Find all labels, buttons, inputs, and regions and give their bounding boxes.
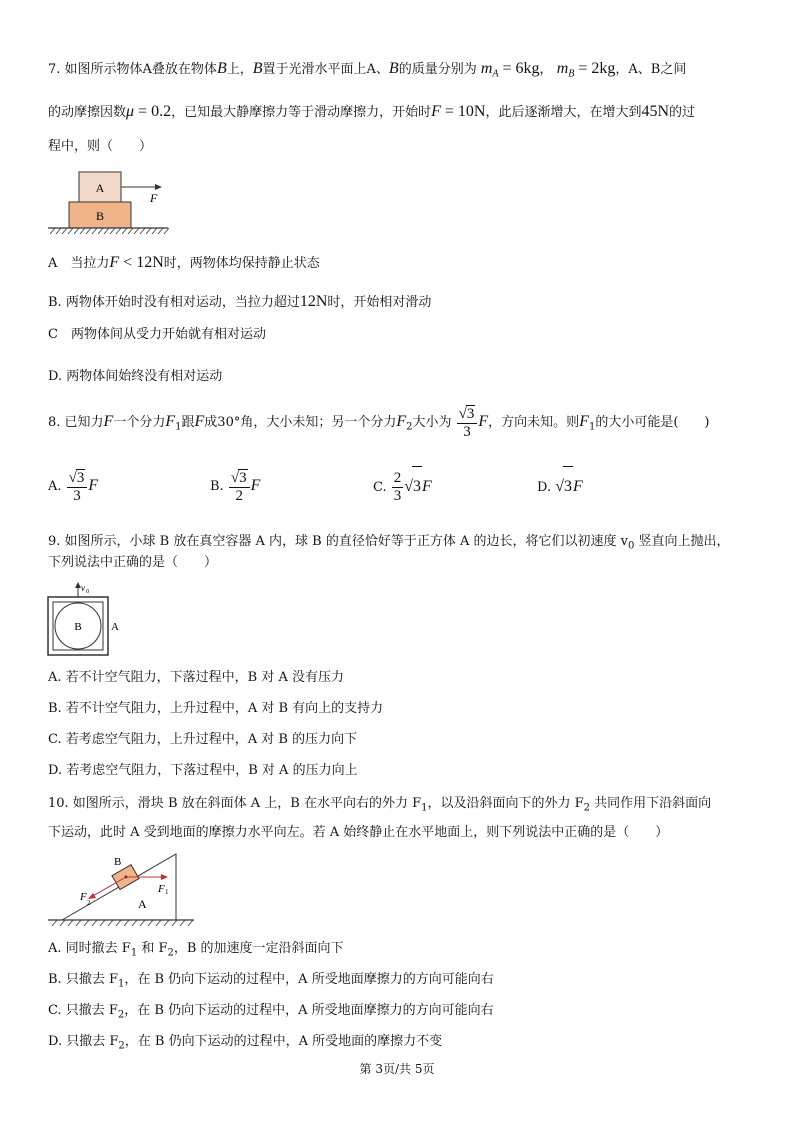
svg-text:A: A <box>138 897 147 911</box>
q8-stem: 8. 已知力F一个分力$F_1$跟F成30°角，大小未知；另一个分力$F_2$大小为 $\frac{√3}{3}$ F，方向未知。则$F_1$的大小可能是( ) <box>48 405 710 440</box>
page-footer: 第 3页/共 5页 <box>359 1062 435 1076</box>
svg-text:A: A <box>111 621 119 633</box>
q7-stem-line2: 的动摩擦因数μ = 0.2，已知最大静摩擦力等于滑动摩擦力，开始时F = 10N，此后逐渐增大，在增大到45N的过 <box>48 103 696 120</box>
svg-text:F: F <box>158 883 165 895</box>
q10-option-b[interactable]: B. 只撤去 $F_1$，在 B 仍向下运动的过程中，A 所受地面摩擦力的方向可能向右 <box>48 972 494 990</box>
svg-text:F: F <box>80 891 87 903</box>
q9-option-a[interactable]: A. 若不计空气阻力，下落过程中，B 对 A 没有压力 <box>48 670 344 685</box>
q9-container-ball-figure <box>44 582 134 660</box>
q8-fraction-sqrt3-over-3: $\frac{√3}{3}$ <box>457 405 478 441</box>
q10-stem-line1: 10. 如图所示，滑块 B 放在斜面体 A 上，B 在水平向右的外力 $F_1$，以及沿斜面向下的外力 $F_2$ 共同作用下沿斜面向 <box>48 796 712 814</box>
q10-option-c[interactable]: C. 只撤去 $F_2$，在 B 仍向下运动的过程中，A 所受地面摩擦力的方向可能向右 <box>48 1003 494 1021</box>
q8-option-c[interactable]: C. $\frac{2}{3}$ √3F <box>373 466 432 508</box>
svg-text:B: B <box>74 621 82 633</box>
q9-option-d[interactable]: D. 若考虑空气阻力，下落过程中，B 对 A 的压力向上 <box>48 763 358 778</box>
svg-text:2: 2 <box>87 899 91 907</box>
q9-option-b[interactable]: B. 若不计空气阻力，上升过程中，A 对 B 有向上的支持力 <box>48 701 384 716</box>
q7-stem-line3: 程中，则（ ） <box>48 139 153 154</box>
q7-option-c[interactable]: C 两物体间从受力开始就有相对运动 <box>48 327 266 342</box>
q7-option-d[interactable]: D. 两物体间始终没有相对运动 <box>48 369 223 384</box>
q10-option-a[interactable]: A. 同时撤去 $F_1$ 和 $F_2$，B 的加速度一定沿斜面向下 <box>48 941 344 959</box>
q9-stem-line1: 9. 如图所示，小球 B 放在真空容器 A 内，球 B 的直径恰好等于正方体 A 的边长，将它们以初速度 $v_0$ 竖直向上抛出， <box>48 534 730 552</box>
q9-option-c[interactable]: C. 若考虑空气阻力，上升过程中，A 对 B 的压力向下 <box>48 732 358 747</box>
block-b-label: B <box>95 209 105 223</box>
q8-option-a[interactable]: A. $\frac{√3}{3}$ F <box>48 469 99 504</box>
q8-option-d[interactable]: D. √3F <box>537 466 583 508</box>
q10-stem-line2: 下运动，此时 A 受到地面的摩擦力水平向左。若 A 始终静止在水平地面上，则下列说法中正确的是（ ） <box>48 825 669 840</box>
q10-incline-figure <box>44 848 204 934</box>
svg-text:B: B <box>114 856 122 868</box>
block-a-label: A <box>95 181 105 195</box>
q8-option-b[interactable]: B. $\frac{√3}{2}$ F <box>210 469 261 504</box>
svg-text:1: 1 <box>165 888 169 896</box>
force-label: F <box>150 191 158 205</box>
q9-stem-line2: 下列说法中正确的是（ ） <box>48 555 218 570</box>
q7-option-a[interactable]: A 当拉力F < 12N时，两物体均保持静止状态 <box>48 254 320 271</box>
svg-text:v: v <box>81 583 85 593</box>
q10-option-d[interactable]: D. 只撤去 $F_2$，在 B 仍向下运动的过程中，A 所受地面的摩擦力不变 <box>48 1034 443 1052</box>
ground-hatching <box>50 228 169 234</box>
q7-stem-line1: 7. 如图所示物体A叠放在物体B上，B置于光滑水平面上A、B的质量分别为 $m_A = 6kg$， $m_B = 2kg$，A、B之间 <box>48 60 687 80</box>
q7-stacked-blocks-figure <box>44 168 174 240</box>
ground-hatching <box>52 920 193 926</box>
svg-text:0: 0 <box>86 589 89 595</box>
q7-option-b[interactable]: B. 两物体开始时没有相对运动，当拉力超过12N时，开始相对滑动 <box>48 293 432 310</box>
